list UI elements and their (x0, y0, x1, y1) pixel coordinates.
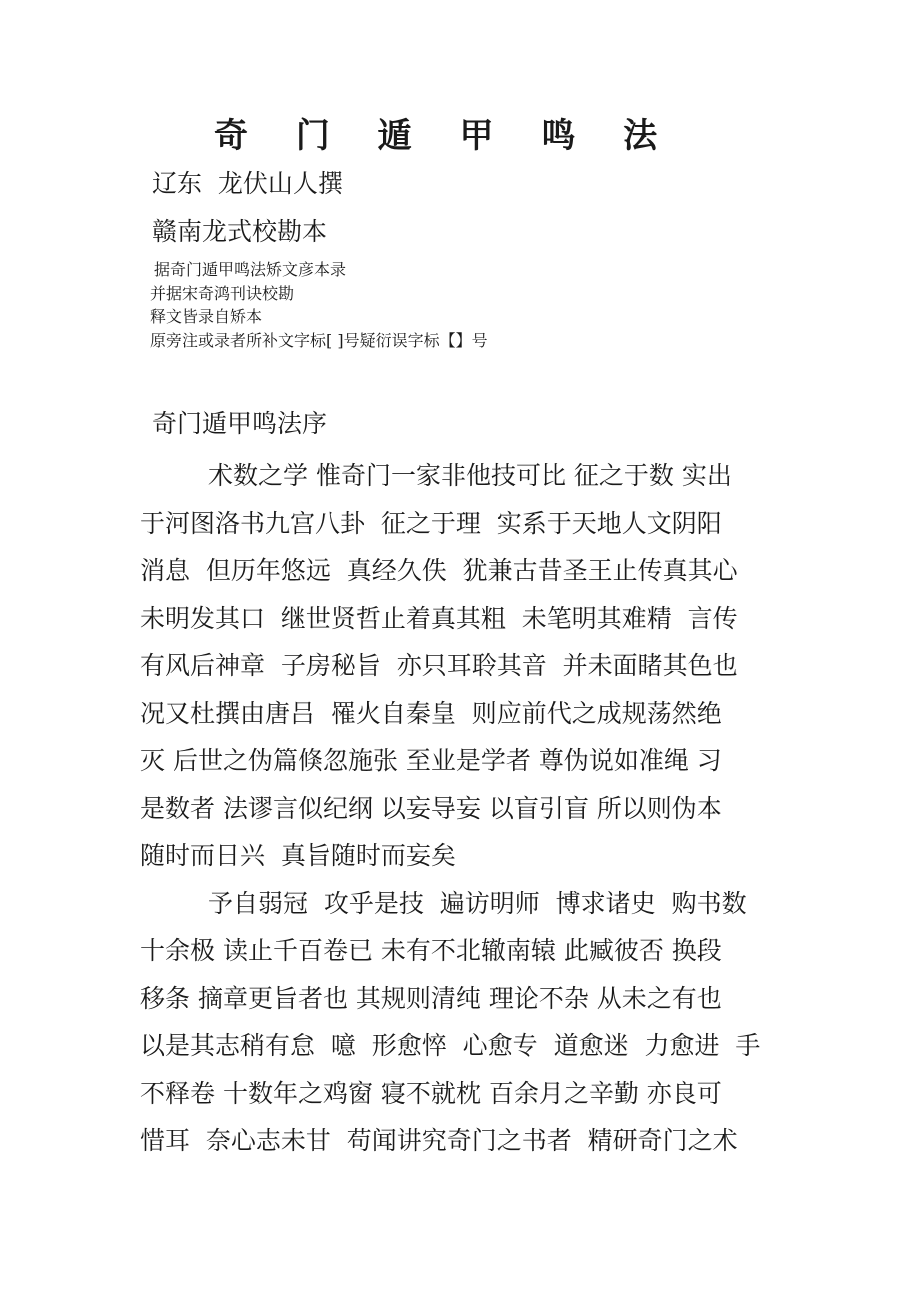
text-line: 惜耳 奈心志未甘 苟闻讲究奇门之书者 精研奇门之术 (140, 1126, 738, 1155)
editorial-note: 据奇门遁甲鸣法矫文彦本录 (154, 260, 347, 279)
text-line: 有风后神章 子房秘旨 亦只耳聆其音 并未面睹其色也 (140, 651, 738, 680)
text-line: 于河图洛书九宫八卦 征之于理 实系于天地人文阴阳 (140, 508, 722, 538)
text-line: 未明发其口 继世贤哲止着真其粗 未笔明其难精 言传 (140, 603, 738, 633)
preface-heading: 奇门遁甲鸣法序 (152, 409, 328, 438)
text-line: 以是其志稍有怠 噫 形愈悴 心愈专 道愈迷 力愈进 手 (140, 1031, 761, 1060)
paragraph-2 (140, 880, 800, 1165)
editorial-note: 原旁注或录者所补文字标[ ]号疑衍误字标【】号 (150, 330, 488, 350)
author-line: 辽东 龙伏山人撰 (152, 169, 343, 198)
preface-body (140, 452, 800, 1165)
text-line: 消息 但历年悠远 真经久佚 犹兼古昔圣王止传真其心 (140, 556, 738, 585)
text-line: 灭 后世之伪篇倏忽施张 至业是学者 尊伪说如准绳 习 (140, 746, 722, 775)
editorial-note: 释文皆录自矫本 (150, 307, 263, 326)
text-line: 不释卷 十数年之鸡窗 寝不就枕 百余月之辛勤 亦良可 (140, 1078, 722, 1108)
text-line: 予自弱冠 攻乎是技 遍访明师 博求诸史 购书数 (208, 888, 747, 918)
edition-line: 赣南龙式校勘本 (152, 217, 328, 246)
text-line: 十余极 读止千百卷已 未有不北辙南辕 此臧彼否 换段 (140, 936, 722, 965)
text-line: 况又杜撰由唐吕 罹火自秦皇 则应前代之成规荡然绝 (140, 698, 722, 728)
text-line: 移条 摘章更旨者也 其规则清纯 理论不杂 从未之有也 (140, 983, 722, 1013)
text-line: 术数之学 惟奇门一家非他技可比 征之于数 实出 (208, 461, 732, 490)
document-title: 奇 门 遁 甲 鸣 法 (214, 116, 676, 156)
paragraph-1 (140, 452, 800, 880)
editorial-notes (150, 258, 488, 352)
text-line: 随时而日兴 真旨随时而妄矣 (140, 841, 456, 870)
text-line: 是数者 法谬言似纪纲 以妄导妄 以盲引盲 所以则伪本 (140, 793, 722, 823)
editorial-note: 并据宋奇鸿刊诀校勘 (150, 283, 295, 303)
